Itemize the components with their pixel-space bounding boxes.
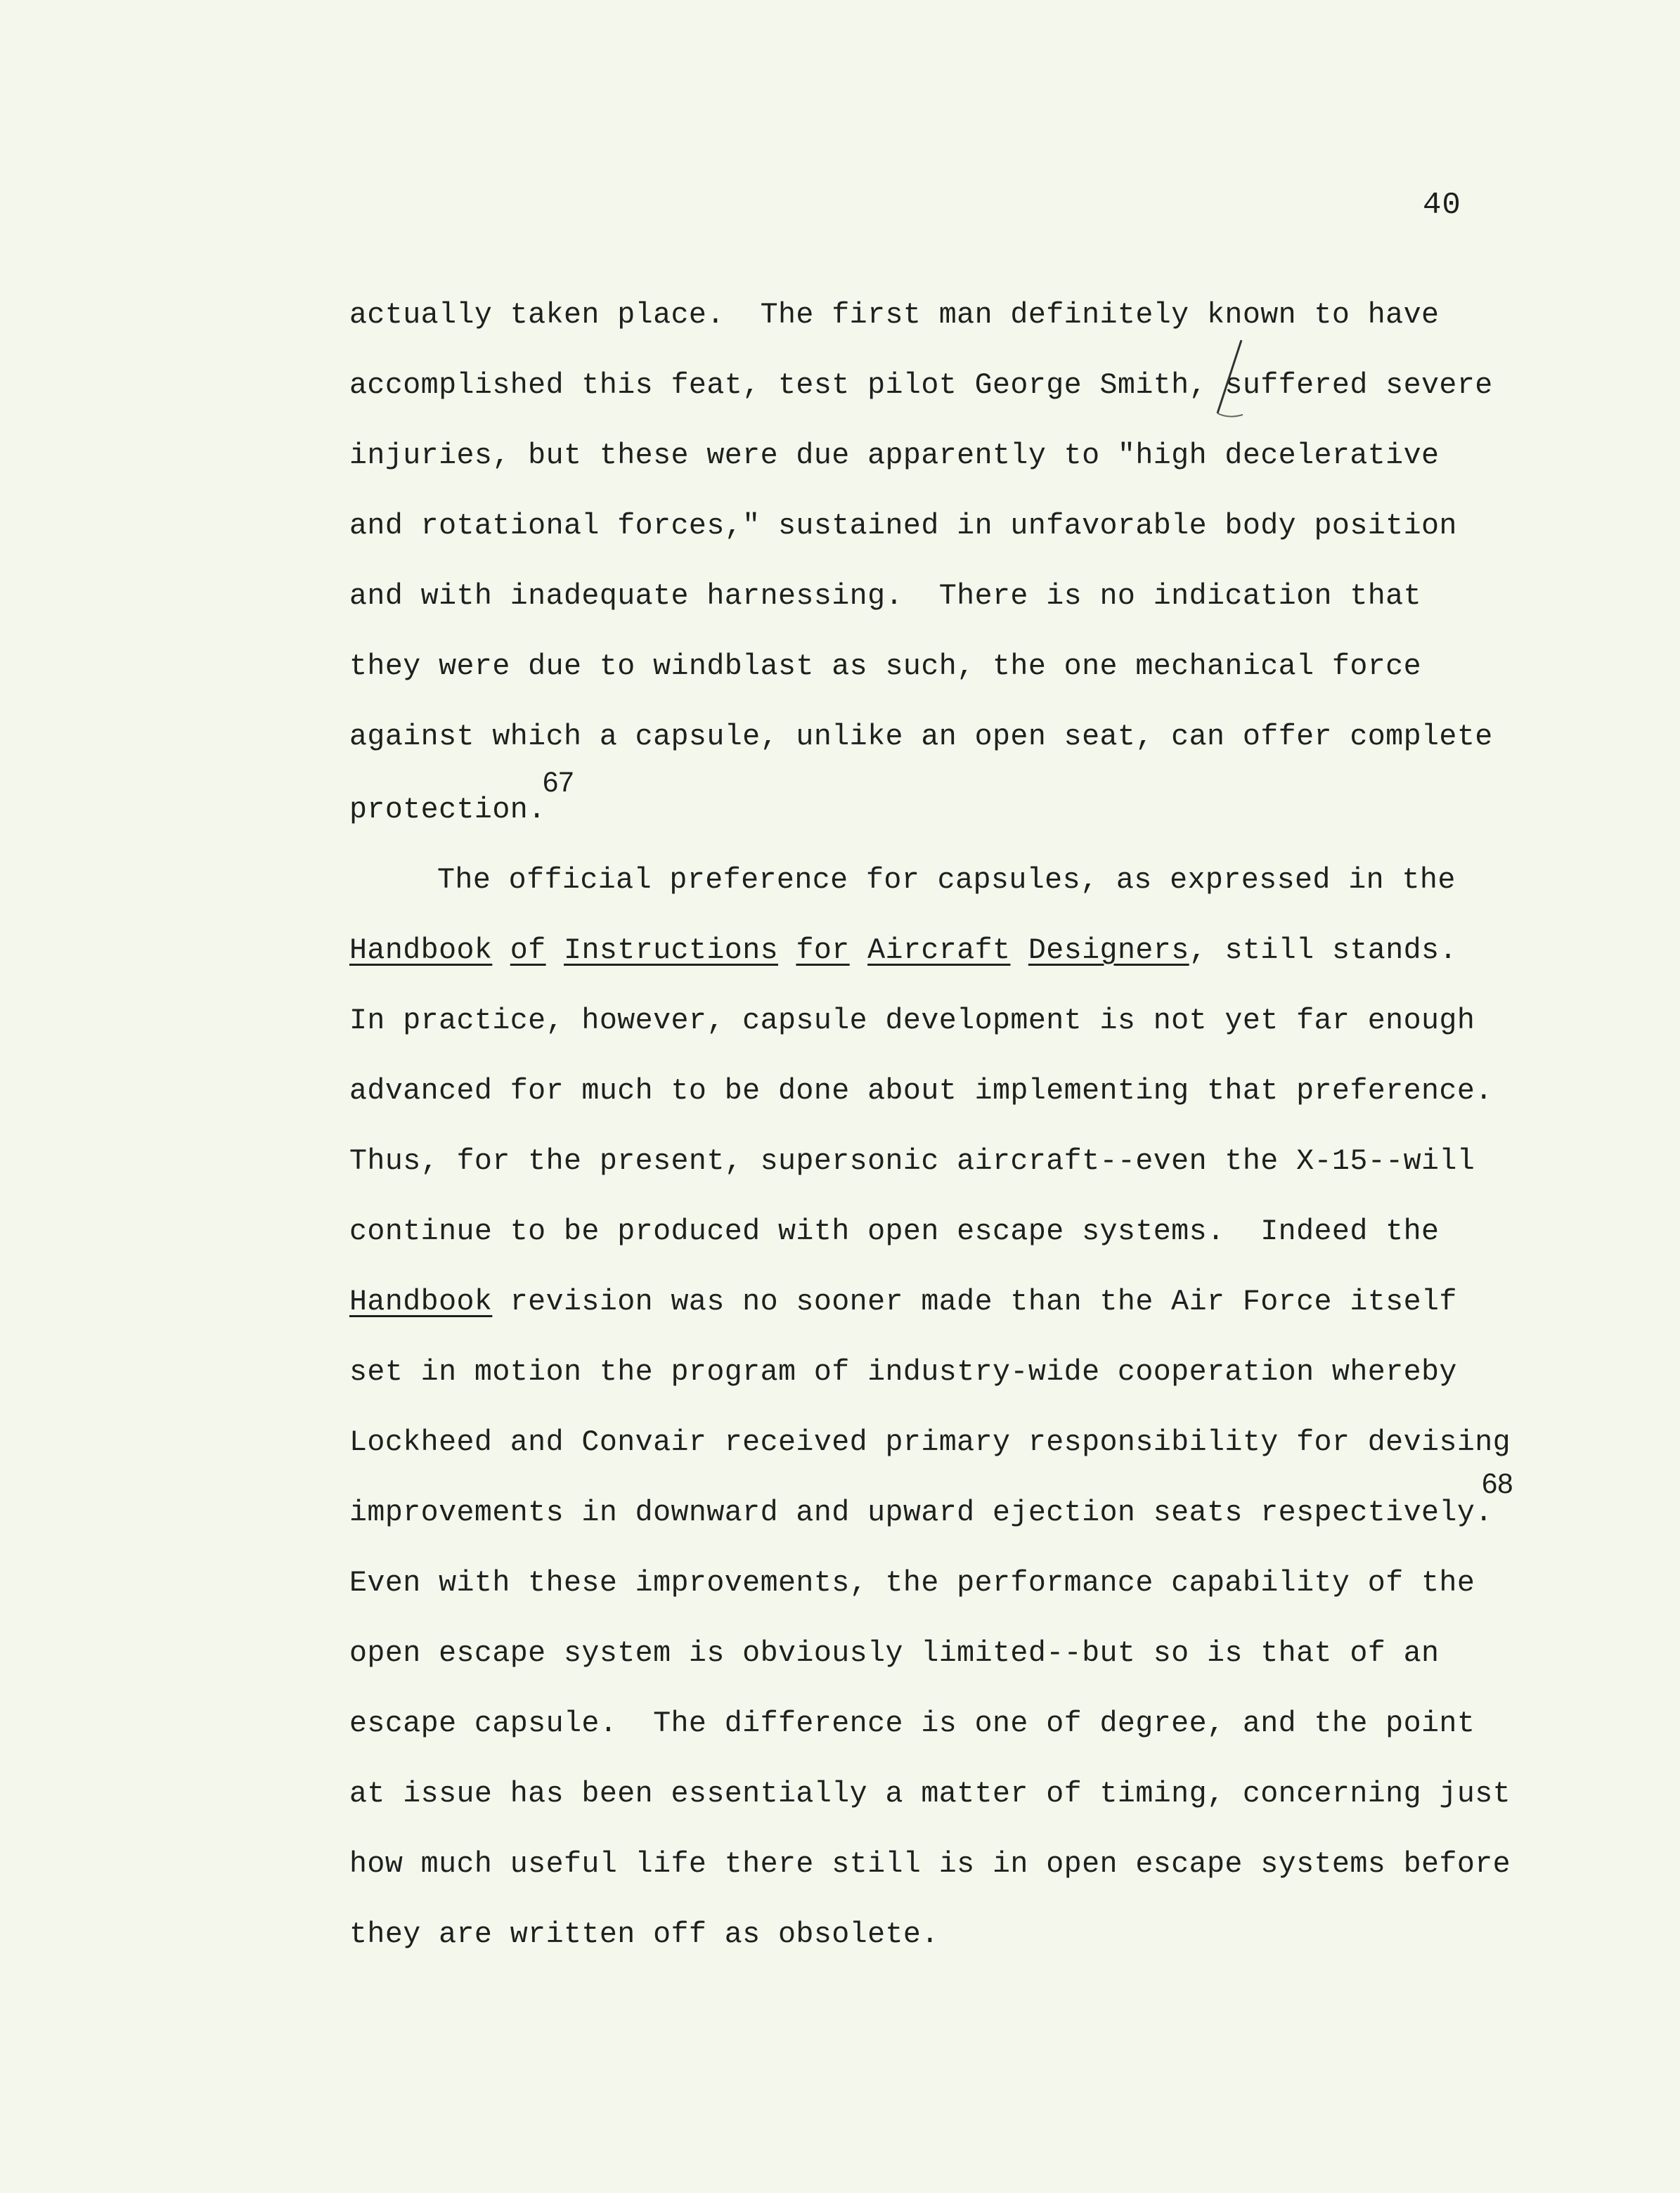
underlined-word: Aircraft (867, 933, 1011, 967)
text-line: they were due to windblast as such, the one mechanical force (349, 649, 1421, 683)
text-tail: revision was no sooner made than the Air Force itself (492, 1285, 1457, 1319)
text-line: improvements in downward and upward ejection seats respectively. (349, 1496, 1493, 1529)
text-line: they are written off as obsolete. (349, 1917, 939, 1951)
underlined-word: Instructions (564, 933, 779, 967)
text-line: against which a capsule, unlike an open seat, can offer complete (349, 720, 1493, 753)
underlined-word: of (510, 933, 546, 967)
text-line: advanced for much to be done about implementing that preference. (349, 1074, 1493, 1108)
underlined-word: Handbook (349, 1285, 493, 1319)
page-number: 40 (1423, 188, 1461, 223)
handwritten-correction-mark (1208, 336, 1250, 427)
text-line: In practice, however, capsule development is not yet far enough (349, 1004, 1475, 1037)
text-line: accomplished this feat, test pilot George Smith, suffered severe (349, 368, 1493, 402)
text-line: and rotational forces," sustained in unfavorable body position (349, 509, 1457, 543)
text-line-title (349, 929, 1457, 971)
text-tail: , still stands. (1189, 933, 1457, 967)
text-line: Lockheed and Convair received primary responsibility for devising (349, 1425, 1511, 1459)
footnote-marker-68: 68 (1482, 1468, 1513, 1499)
text-line: Thus, for the present, supersonic aircraft--even the X-15--will (349, 1144, 1475, 1178)
text-line: at issue has been essentially a matter of timing, concerning just (349, 1777, 1511, 1811)
text-line: injuries, but these were due apparently to "high decelerative (349, 439, 1440, 472)
text-line: how much useful life there still is in open escape systems before (349, 1847, 1511, 1881)
text-line: continue to be produced with open escape systems. Indeed the (349, 1215, 1440, 1248)
text-line: and with inadequate harnessing. There is no indication that (349, 579, 1421, 613)
text-line: escape capsule. The difference is one of degree, and the point (349, 1707, 1475, 1740)
text-line-handbook (349, 1281, 1457, 1323)
underlined-word: Designers (1028, 933, 1189, 967)
paragraph-first-line: The official preference for capsules, as expressed in the (437, 863, 1456, 897)
text-line: set in motion the program of industry-wide cooperation whereby (349, 1355, 1457, 1389)
text-line: Even with these improvements, the performance capability of the (349, 1566, 1475, 1600)
footnote-marker-67: 67 (543, 767, 574, 798)
text-line: actually taken place. The first man definitely known to have (349, 298, 1440, 332)
underlined-word: Handbook (349, 933, 493, 967)
text-line: protection. (349, 793, 546, 827)
underlined-word: for (796, 933, 850, 967)
text-line: open escape system is obviously limited--but so is that of an (349, 1636, 1440, 1670)
